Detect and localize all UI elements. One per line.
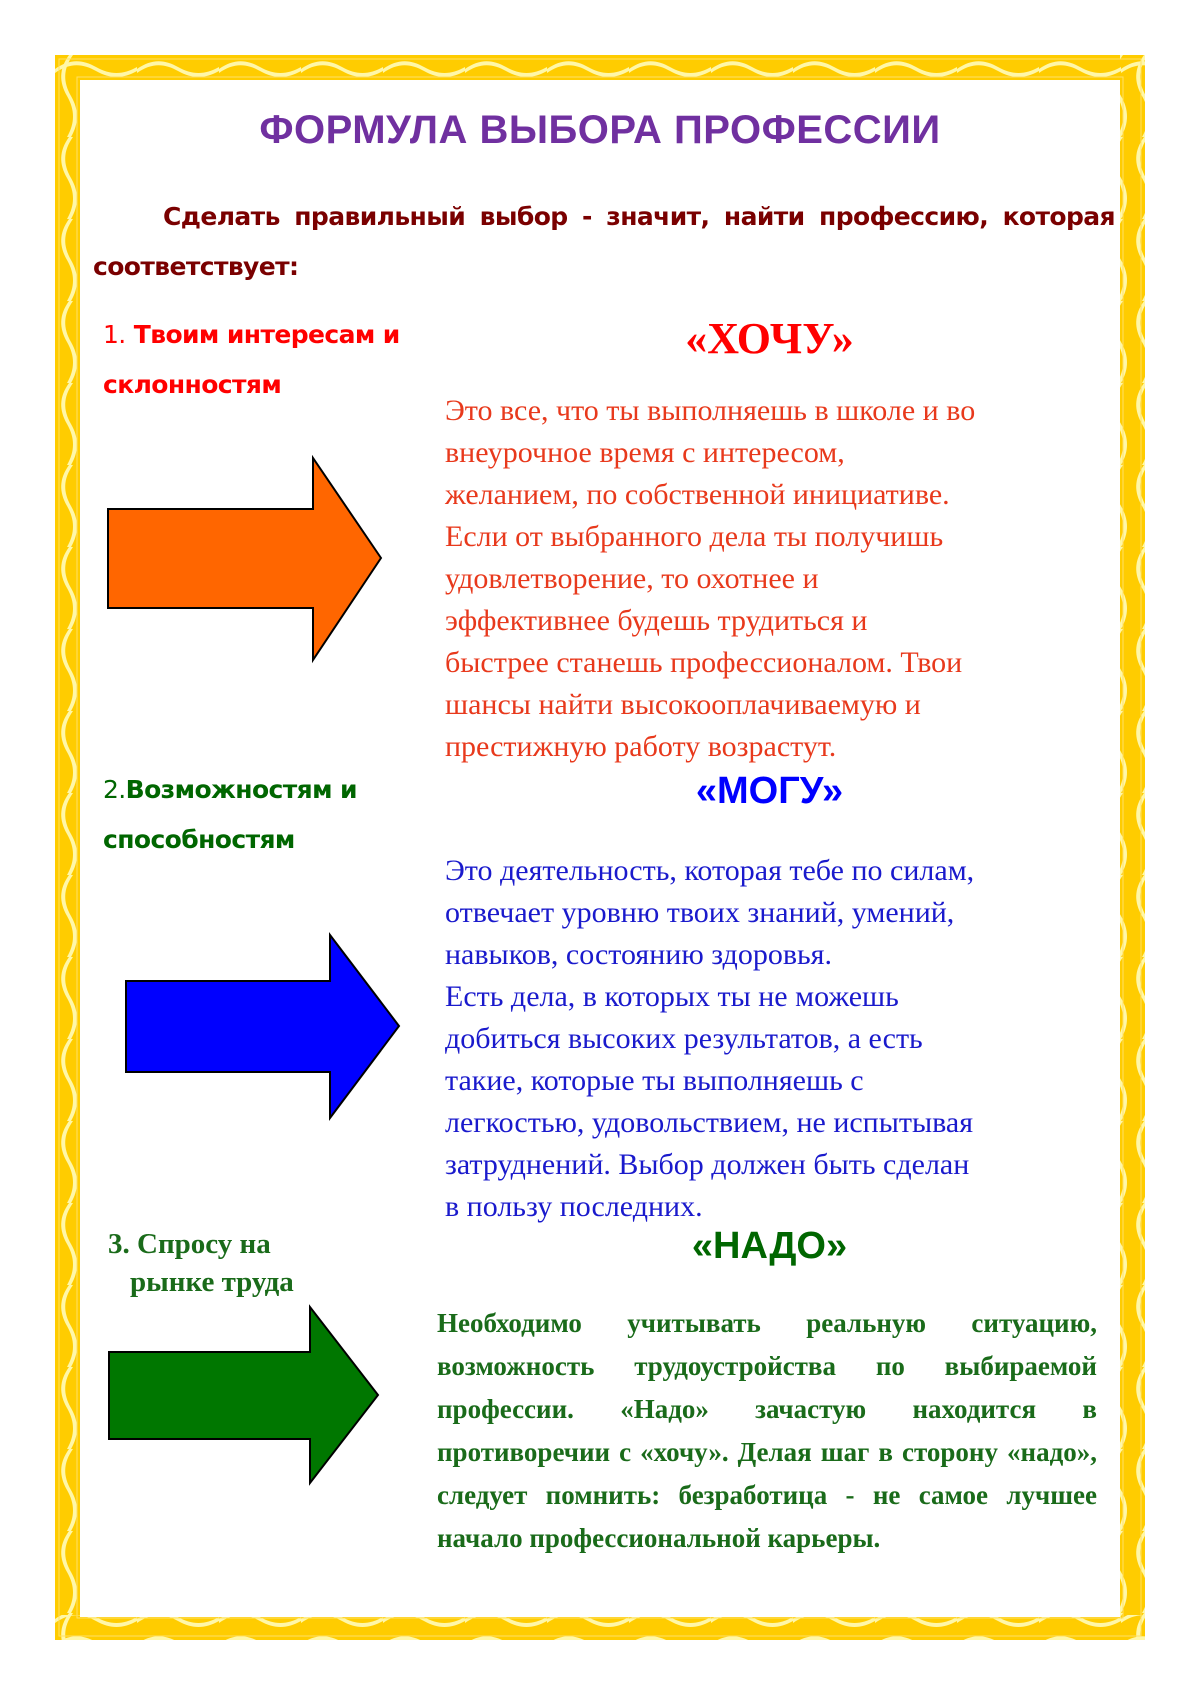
description-must: Необходимо учитывать реальную ситуацию, возможность трудоустройства по выбираемой профессии. «Надо» зачастую находится в противоречии с «хочу». Делая шаг в сторону «надо», следует помнить: безработица - не самое лучшее начало профессиональной карьеры. <box>437 1308 1097 1553</box>
text-line: в пользу последних. <box>445 1190 703 1223</box>
arrow-right-icon <box>105 455 387 665</box>
text-line: эффективнее будешь трудиться и <box>445 604 868 637</box>
poster-title: ФОРМУЛА ВЫБОРА ПРОФЕССИИ <box>259 108 941 152</box>
text-line: отвечает уровню твоих знаний, умений, <box>445 896 955 929</box>
text-line: Если от выбранного дела ты получишь <box>445 520 944 553</box>
keyword-want: «ХОЧУ» <box>685 314 854 363</box>
text-line: быстрее станешь профессионалом. Твои <box>445 646 963 679</box>
text-line: шансы найти высокооплачиваемую и <box>445 688 921 721</box>
arrow-right-icon <box>106 1304 386 1488</box>
text-line: удовлетворение, то охотнее и <box>445 562 819 595</box>
intro-text: Сделать правильный выбор - значит, найти профессию, которая соответствует: <box>93 202 1115 281</box>
criterion-heading-labor-market <box>108 1225 408 1301</box>
criterion-label-line2: рынке труда <box>130 1266 294 1298</box>
criterion-label: Возможностям и способностям <box>103 775 357 854</box>
arrow-right-icon <box>123 932 405 1122</box>
text-line: Это деятельность, которая тебе по силам, <box>445 854 975 887</box>
text-line: Это все, что ты выполняешь в школе и во <box>445 394 976 427</box>
criterion-heading-abilities <box>103 765 443 865</box>
keyword-must: «НАДО» <box>691 1225 848 1267</box>
text-line: престижную работу возрастут. <box>445 730 837 763</box>
text-line: такие, которые ты выполняешь с <box>445 1064 864 1097</box>
criterion-number: 2. <box>103 775 126 804</box>
criterion-label: Твоим интересам и склонностям <box>103 320 400 399</box>
text-line: легкостью, удовольствием, не испытывая <box>445 1106 974 1139</box>
text-line: затруднений. Выбор должен быть сделан <box>445 1148 970 1181</box>
description-want <box>445 390 1115 768</box>
text-line: желанием, по собственной инициативе. <box>445 478 950 511</box>
criterion-label-line1: Спросу на <box>137 1228 271 1260</box>
criterion-number: 1. <box>103 320 126 349</box>
text-line: внеурочное время с интересом, <box>445 436 845 469</box>
text-line: навыков, состоянию здоровья. <box>445 938 832 971</box>
keyword-can: «МОГУ» <box>695 770 844 812</box>
text-line: добиться высоких результатов, а есть <box>445 1022 923 1055</box>
criterion-heading-interests <box>103 310 443 410</box>
description-can <box>445 850 1115 1228</box>
criterion-number: 3. <box>108 1228 130 1260</box>
text-line: Есть дела, в которых ты не можешь <box>445 980 899 1013</box>
